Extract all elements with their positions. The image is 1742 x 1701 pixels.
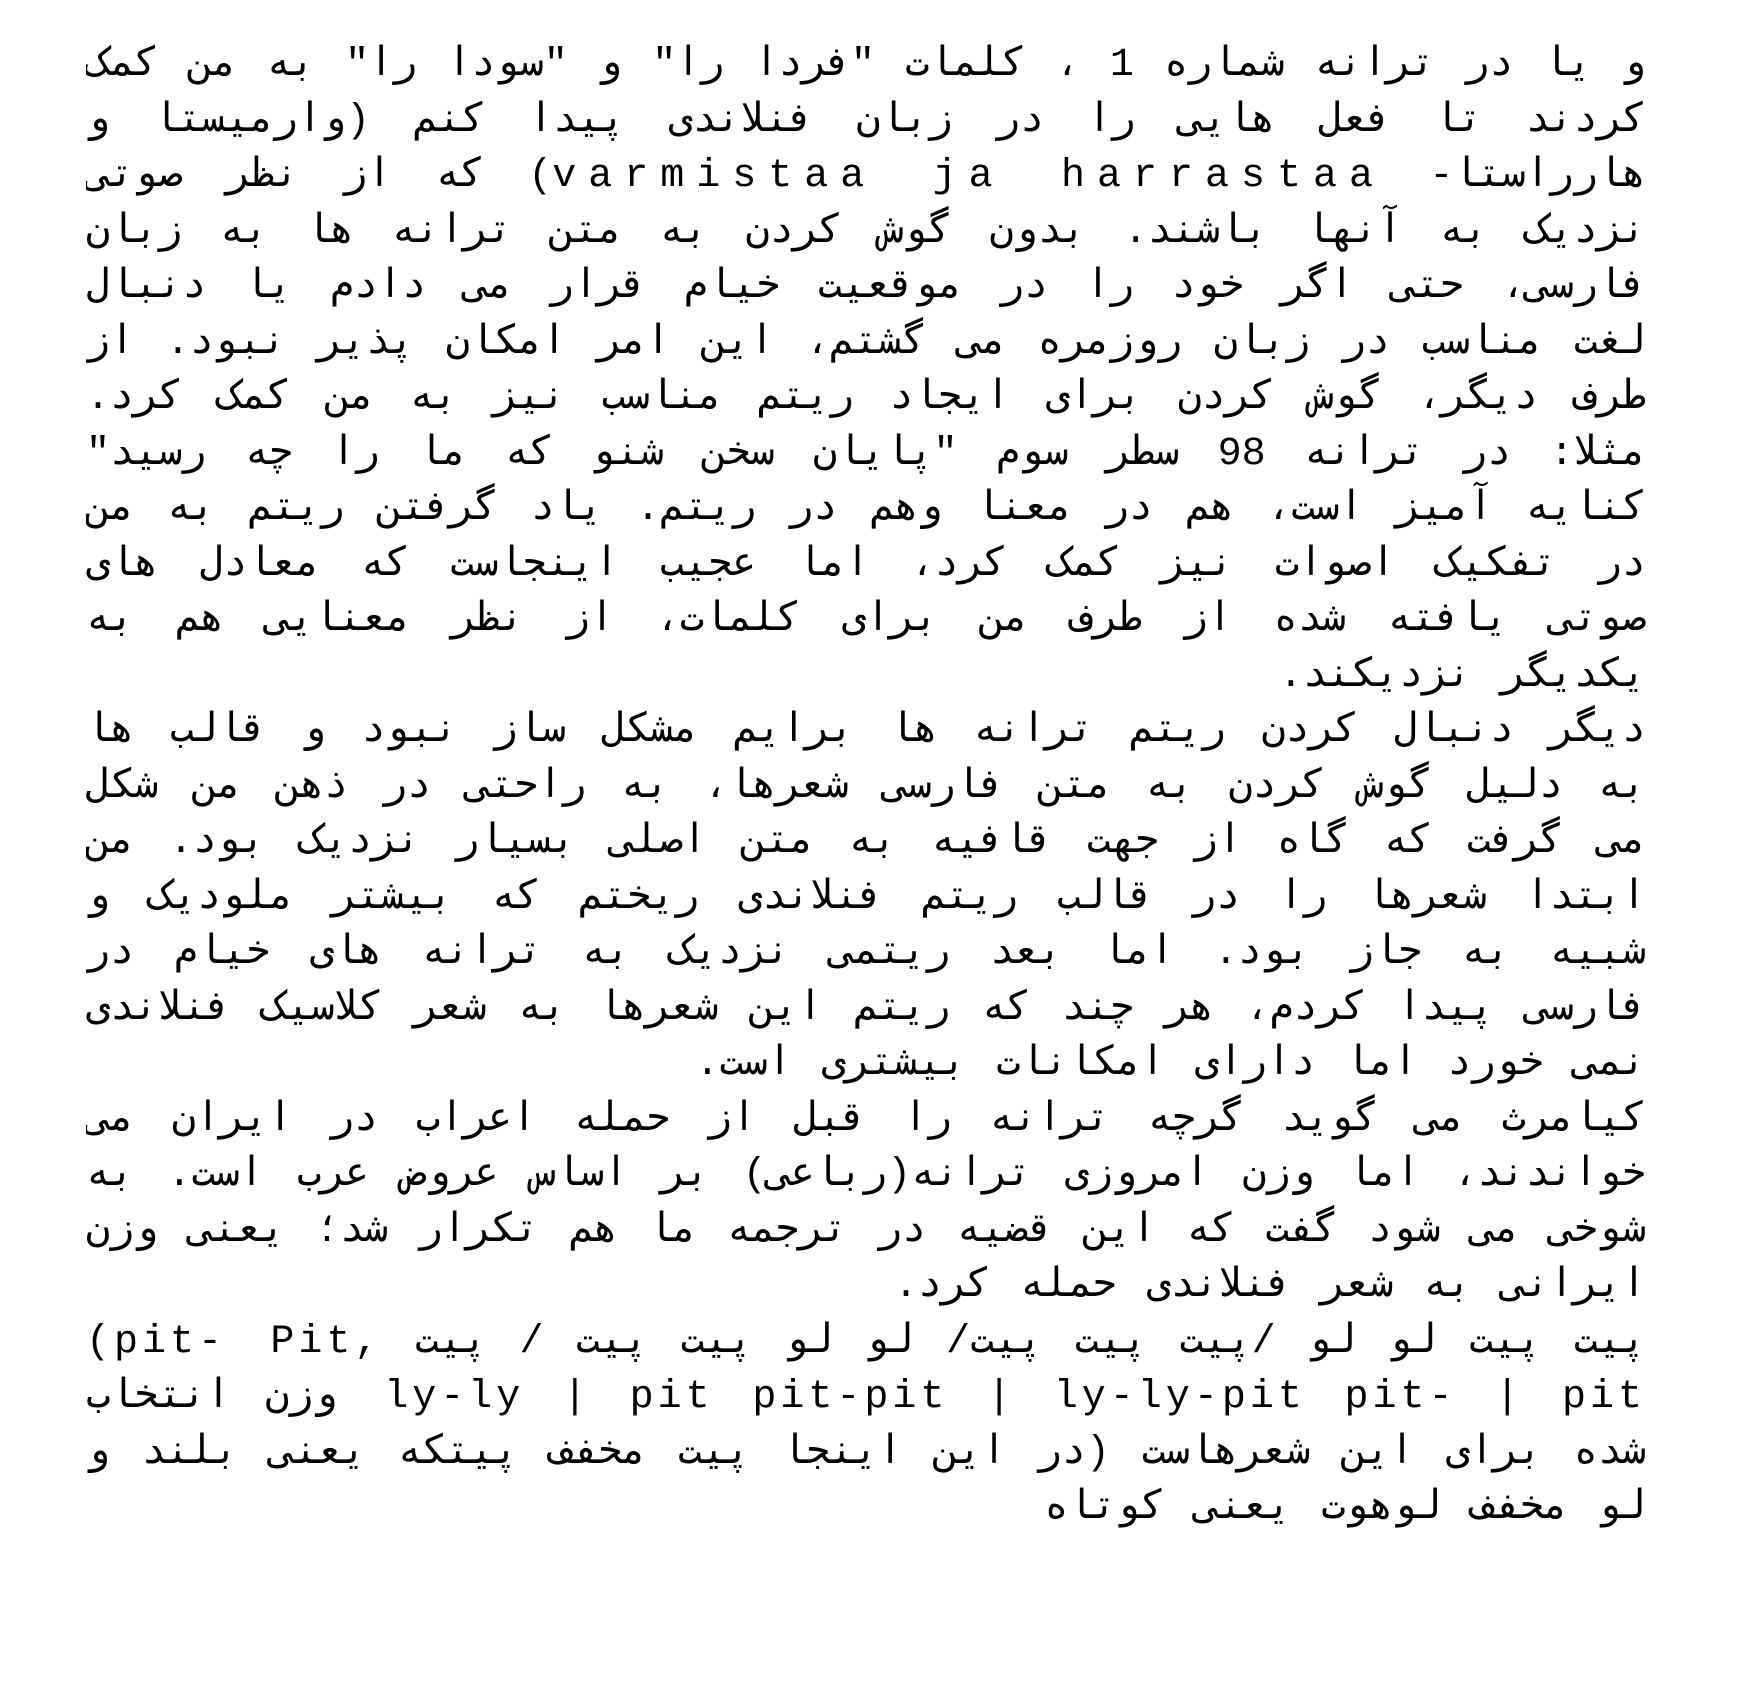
word-vazn: وزن [265, 1375, 338, 1420]
document-page [86, 38, 1646, 1678]
paragraph-3: کیامرث می گوید گرچه ترانه را قبل از حمله اعراب در ایران می خواندند، اما وزن امروزی ترانه(رباعی) بر اساس عروض عرب است. به شوخی می شود گفت که این قضیه در ترجمه ما هم تکرار شد؛ یعنی وزن ایرانی به شعر فنلاندی حمله کرد. [86, 1097, 1646, 1309]
paragraph-2: دیگر دنبال کردن ریتم ترانه ها برایم مشکل ساز نبود و قالب ها به دلیل گوش کردن به متن فارسی شعرها، به راحتی در ذهن من شکل می گرفت که گاه از جهت قافیه به متن اصلی بسیار نزدیک بود. من ابتدا شعرها را در قالب ریتم فنلاندی ریختم که بیشتر ملودیک و شبیه به جاز بود. اما بعد ریتمی نزدیک به ترانه های خیام در فارسی پیدا کردم، هر چند که ریتم این شعرها به شعر کلاسیک فنلاندی نمی خورد اما دارای امکانات بیشتری است. [86, 709, 1646, 1087]
latin-meter-start: Pit, [270, 1319, 383, 1365]
meter-explanation: انتخاب شده برای این شعرهاست (در این اینجا پیت مخفف پیتکه یعنی بلند و لو مخفف لوهوت یعنی کوتاه [86, 1375, 1646, 1531]
latin-meter-pattern: (pit-ly-ly | pit pit-pit | ly-ly-pit pit- | pit [86, 1319, 1646, 1420]
persian-meter-text: پیت پیت لو لو /پیت پیت پیت/ لو لو پیت پیت / پیت [414, 1319, 1646, 1365]
paragraph-meter [86, 1315, 1646, 1537]
paragraph-1: و یا در ترانه شماره 1 ، کلمات "فردا را" و "سودا را" به من کمک کردند تا فعل هایی را در زبان فنلاندی پیدا کنم (وارمیستا و هارراستا- varmistaa ja harrastaa) که از نظر صوتی نزدیک به آنها باشند. بدون گوش کردن به متن ترانه ها به زبان فارسی، حتی اگر خود را در موقعیت خیام قرار می دادم یا دنبال لغت مناسب در زبان روزمره می گشتم، این امر امکان پذیر نبود. از طرف دیگر، گوش کردن برای ایجاد ریتم مناسب نیز به من کمک کرد. مثلا: در ترانه 98 سطر سوم "پایان سخن شنو که ما را چه رسید" کنایه آمیز است، هم در معنا وهم در ریتم. یاد گرفتن ریتم به من در تفکیک اصوات نیز کمک کرد، اما عجیب اینجاست که معادل های صوتی یافته شده از طرف من برای کلمات، از نظر معنایی هم به یکدیگر نزدیکند. [86, 43, 1646, 699]
